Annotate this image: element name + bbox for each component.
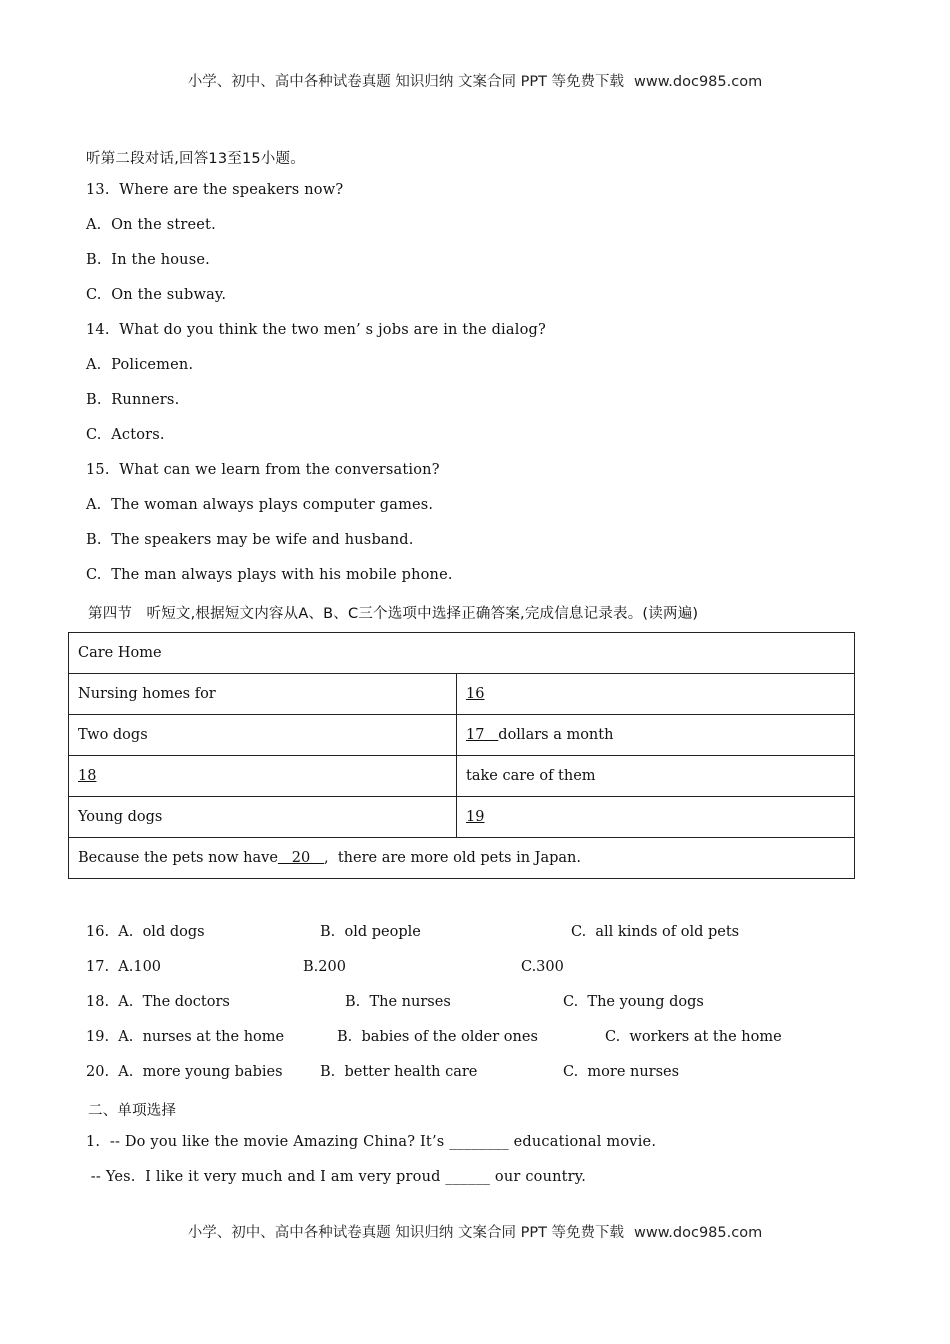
table-r4-left: Young dogs [69, 797, 457, 838]
q17-option-b: B.200 [303, 959, 346, 975]
q14-option-b: B. Runners. [86, 392, 180, 408]
blank-18: 18 [78, 768, 97, 784]
blank-16: 16 [466, 686, 485, 702]
header-text: 小学、初中、高中各种试卷真题 知识归纳 文案合同 PPT 等免费下载 [187, 74, 625, 90]
table-r4-right [457, 797, 855, 838]
q18-option-b: B. The nurses [345, 994, 451, 1010]
q1-line1: 1. -- Do you like the movie Amazing China? It’s ________ educational movie. [86, 1134, 657, 1150]
q19-option-c: C. workers at the home [605, 1029, 782, 1045]
blank-20: 20 [277, 850, 325, 866]
q18-option-a: 18. A. The doctors [86, 994, 230, 1010]
page-header [0, 70, 950, 91]
q18-option-c: C. The young dogs [563, 994, 704, 1010]
section2-instruction: 听第二段对话,回答13至15小题。 [86, 151, 305, 167]
q19-option-a: 19. A. nurses at the home [86, 1029, 285, 1045]
q13-stem: 13. Where are the speakers now? [86, 182, 344, 198]
q17-option-a: 17. A.100 [86, 959, 162, 975]
q13-option-b: B. In the house. [86, 252, 210, 268]
footer-site: www.doc985.com [634, 1225, 763, 1241]
header-site: www.doc985.com [634, 74, 763, 90]
table-r2-left: Two dogs [69, 715, 457, 756]
part2-heading: 二、单项选择 [88, 1103, 177, 1119]
q13-option-c: C. On the subway. [86, 287, 227, 303]
q16-option-c: C. all kinds of old pets [571, 924, 740, 940]
table-r5-post: , there are more old pets in Japan. [324, 850, 582, 866]
q20-option-c: C. more nurses [563, 1064, 680, 1080]
q15-option-a: A. The woman always plays computer games. [86, 497, 434, 513]
table-r1-right [457, 674, 855, 715]
table-r2-right-text: dollars a month [498, 727, 614, 743]
table-r5-pre: Because the pets now have [78, 850, 278, 866]
q20-option-a: 20. A. more young babies [86, 1064, 283, 1080]
table-r3-left [69, 756, 457, 797]
q13-option-a: A. On the street. [86, 217, 216, 233]
q15-option-c: C. The man always plays with his mobile phone. [86, 567, 453, 583]
footer-text: 小学、初中、高中各种试卷真题 知识归纳 文案合同 PPT 等免费下载 [187, 1225, 625, 1241]
section4-instruction: 第四节 听短文,根据短文内容从A、B、C三个选项中选择正确答案,完成信息记录表。(读两遍) [88, 606, 699, 622]
q16-option-b: B. old people [320, 924, 421, 940]
q16-option-a: 16. A. old dogs [86, 924, 205, 940]
q14-option-c: C. Actors. [86, 427, 165, 443]
q14-stem: 14. What do you think the two men’ s jobs are in the dialog? [86, 322, 546, 338]
table-title: Care Home [69, 633, 855, 674]
q15-stem: 15. What can we learn from the conversation? [86, 462, 440, 478]
table-r1-left: Nursing homes for [69, 674, 457, 715]
table-r3-right: take care of them [457, 756, 855, 797]
info-record-table [68, 632, 855, 879]
q15-option-b: B. The speakers may be wife and husband. [86, 532, 414, 548]
q17-option-c: C.300 [521, 959, 564, 975]
blank-19: 19 [466, 809, 485, 825]
q1-line2: -- Yes. I like it very much and I am very proud ______ our country. [86, 1169, 587, 1185]
q20-option-b: B. better health care [320, 1064, 478, 1080]
q14-option-a: A. Policemen. [86, 357, 194, 373]
table-r2-right [457, 715, 855, 756]
table-r5 [69, 838, 855, 879]
q19-option-b: B. babies of the older ones [337, 1029, 538, 1045]
blank-17: 17 [466, 727, 499, 743]
page-footer [0, 1221, 950, 1242]
